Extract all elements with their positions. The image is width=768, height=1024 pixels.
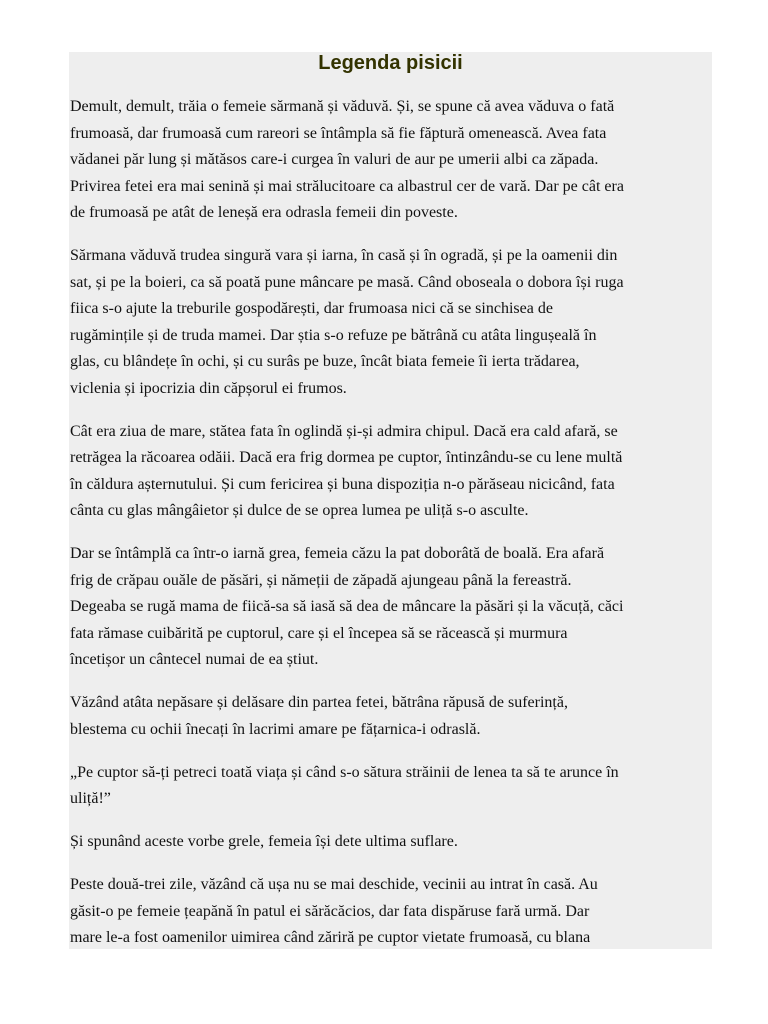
paragraph-line: frumoasă, dar frumoasă cum rareori se întâmpla să fie făptură omenească. Avea fata [70, 124, 607, 142]
paragraph-6-quote [70, 760, 712, 813]
paragraph-line: „Pe cuptor să-ți petreci toată viața și când s-o sătura străinii de lenea ta să te arunce în [70, 763, 619, 781]
paragraph-4 [70, 541, 712, 674]
paragraph-line: Demult, demult, trăia o femeie sărmană și văduvă. Și, se spune că avea văduva o fată [70, 98, 615, 115]
paragraph-line: Peste două-trei zile, văzând că ușa nu se mai deschide, vecinii au intrat în casă. Au [70, 876, 598, 893]
paragraph-line: Sărmana văduvă trudea singură vara și iarna, în casă și în ogradă, și pe la oamenii din [70, 247, 618, 264]
paragraph-5 [70, 690, 712, 743]
document-body [70, 94, 712, 949]
paragraph-line: retrăgea la răcoarea odăii. Dacă era frig dormea pe cuptor, întinzându-se cu lene multă [70, 449, 623, 466]
paragraph-line: de frumoasă pe atât de leneșă era odrasla femeii din poveste. [70, 204, 458, 221]
document-page [69, 52, 712, 949]
paragraph-line: sat, și pe la boieri, ca să poată pune mâncare pe masă. Când oboseala o dobora își ruga [70, 273, 624, 291]
paragraph-line: glas, cu blândețe în ochi, și cu surâs pe buze, încât biata femeie îi ierta trădarea, [70, 353, 580, 370]
paragraph-line: vădanei păr lung și mătăsos care-i curgea în valuri de aur pe umerii albi ca zăpada. [70, 151, 599, 168]
paragraph-line: frig de crăpau ouăle de păsări, și nămeții de zăpadă ajungeau până la fereastră. [70, 571, 572, 589]
paragraph-line: Degeaba se rugă mama de fiică-sa să iasă să dea de mâncare la păsări și la văcuță, căci [70, 598, 624, 615]
paragraph-line: încetișor un cântecel numai de ea știut. [70, 651, 319, 668]
paragraph-line: uliță!” [70, 790, 111, 807]
paragraph-line: fata rămase cuibărită pe cuptorul, care și el începea să se răcească și murmura [70, 624, 568, 642]
paragraph-8 [70, 872, 712, 949]
paragraph-line: găsit-o pe femeie țeapănă în patul ei sărăcăcios, dar fata dispăruse fară urmă. Dar [70, 902, 590, 920]
paragraph-line: blestema cu ochii înecați în lacrimi amare pe fățarnica-i odraslă. [70, 720, 481, 738]
paragraph-line: mare le-a fost oamenilor uimirea când zăriră pe cuptor vietate frumoasă, cu blana [70, 929, 591, 946]
paragraph-7 [70, 829, 712, 856]
paragraph-2 [70, 243, 712, 402]
paragraph-line: Și spunând aceste vorbe grele, femeia își dete ultima suflare. [70, 833, 458, 850]
paragraph-1 [70, 94, 712, 227]
paragraph-line: în căldura așternutului. Și cum fericirea și buna dispoziția n-o părăseau nicicând, fata [70, 475, 615, 493]
paragraph-line: viclenia și ipocrizia din căpșorul ei frumos. [70, 379, 347, 397]
paragraph-line: rugămințile și de truda mamei. Dar știa s-o refuze pe bătrână cu atâta lingușeală în [70, 326, 597, 344]
paragraph-line: Cât era ziua de mare, stătea fata în oglindă și-și admira chipul. Dacă era cald afară, se [70, 422, 618, 440]
paragraph-line: cânta cu glas mângâietor și dulce de se oprea lumea pe uliță s-o asculte. [70, 502, 529, 519]
document-title: Legenda pisicii [318, 52, 463, 74]
paragraph-line: fiica s-o ajute la treburile gospodărești, dar frumoasa nici că se sinchisea de [70, 300, 553, 317]
paragraph-line: Privirea fetei era mai senină și mai strălucitoare ca albastrul cer de vară. Dar pe cât era [70, 177, 624, 195]
paragraph-line: Dar se întâmplă ca într-o iarnă grea, femeia căzu la pat doborâtă de boală. Era afară [70, 545, 605, 562]
paragraph-3 [70, 419, 712, 525]
paragraph-line: Văzând atâta nepăsare și delăsare din partea fetei, bătrâna răpusă de suferință, [70, 694, 568, 711]
